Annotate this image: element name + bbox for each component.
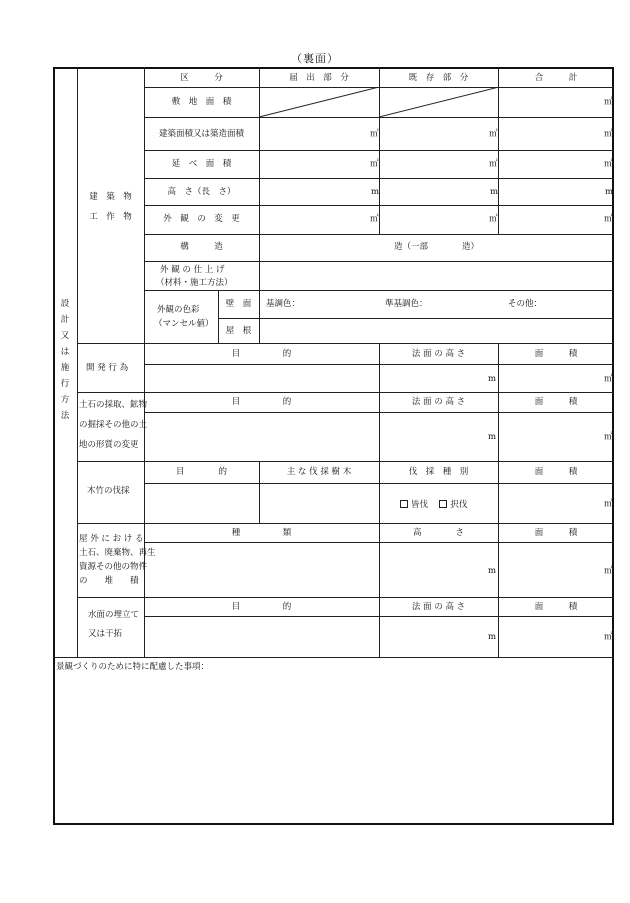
row-height: 高 さ（長 さ）: [167, 187, 236, 197]
storage-label-2: 土石、廃棄物、再生: [79, 548, 156, 558]
header-goukei: 合 計: [534, 73, 578, 83]
unit: ㎡: [370, 214, 379, 224]
row-site-area: 敷 地 面 積: [171, 97, 232, 107]
diagonal-slash: [259, 87, 499, 118]
building-label-2: 工 作 物: [89, 212, 132, 222]
header-kison: 既 存 部 分: [408, 73, 469, 83]
row-finish-1: 外 観 の 仕 上 げ: [160, 265, 225, 275]
row-building-area: 建築面積又は築造面積: [158, 129, 244, 139]
header-slope-height: 法 面 の 高 さ: [411, 397, 466, 407]
divider: [144, 483, 614, 484]
earth-label-1: 土石の採取、鉱物: [79, 400, 148, 410]
divider: [77, 343, 614, 344]
divider: [77, 523, 614, 524]
unit: ㎡: [604, 374, 613, 384]
divider: [144, 205, 614, 206]
sub-color: 準基調色：: [385, 299, 428, 309]
unit: ㎡: [604, 432, 613, 442]
header-purpose: 目 的: [231, 397, 292, 407]
header-area: 面 積: [534, 467, 578, 477]
unit: ㎡: [604, 566, 613, 576]
header-area: 面 積: [534, 528, 578, 538]
storage-label-4: の 堆 積: [79, 576, 139, 586]
header-species: 主 な 伐 採 樹 木: [286, 467, 352, 477]
divider: [144, 290, 614, 291]
unit: ㎡: [489, 159, 498, 169]
checkbox[interactable]: [439, 500, 447, 508]
header-slope-height: 法 面 の 高 さ: [411, 349, 466, 359]
unit: m: [488, 374, 497, 384]
row-finish-2: （材料・施工方法）: [156, 278, 233, 288]
header-purpose: 目 的: [175, 467, 227, 477]
checkbox[interactable]: [400, 500, 408, 508]
unit: ㎡: [604, 499, 613, 509]
divider: [77, 392, 614, 393]
header-slope-height: 法 面 の 高 さ: [411, 602, 466, 612]
divider: [144, 234, 614, 235]
unit: m: [488, 566, 497, 576]
unit: m: [605, 187, 614, 197]
earth-label-2: の掘採その他の土: [79, 420, 148, 430]
header-area: 面 積: [534, 602, 578, 612]
header-kind: 種 類: [231, 528, 292, 538]
unit: ㎡: [604, 159, 613, 169]
notes-label: 景観づくりのために特に配慮した事項：: [56, 662, 210, 672]
unit: ㎡: [604, 97, 613, 107]
divider: [53, 657, 614, 658]
divider: [144, 150, 614, 151]
header-height: 高 さ: [412, 528, 464, 538]
divider: [144, 364, 614, 365]
water-label-1: 水面の埋立て: [88, 610, 140, 620]
notes-field[interactable]: [56, 676, 611, 821]
divider: [144, 261, 614, 262]
unit: ㎡: [604, 129, 613, 139]
divider: [144, 616, 614, 617]
header-todokede: 届 出 部 分: [289, 73, 349, 83]
trees-label: 木竹の伐採: [87, 486, 130, 496]
header-area: 面 積: [534, 397, 578, 407]
divider: [144, 178, 614, 179]
row-color-2: （マンセル値）: [154, 319, 214, 329]
unit: ㎡: [489, 129, 498, 139]
base-color: 基調色：: [266, 299, 301, 309]
unit: m: [488, 432, 497, 442]
water-label-2: 又は干拓: [88, 629, 123, 639]
wall-label: 壁 面: [225, 299, 252, 309]
header-area: 面 積: [534, 349, 578, 359]
roof-label: 屋 根: [225, 326, 252, 336]
divider: [144, 542, 614, 543]
header-purpose: 目 的: [231, 602, 292, 612]
row-structure: 構 造: [180, 242, 223, 252]
other-color: その他：: [508, 299, 543, 309]
unit: m: [371, 187, 380, 197]
felling-options: 皆伐 択伐: [400, 500, 467, 510]
row-facade-change: 外 観 の 変 更: [163, 214, 240, 224]
row-floor-area: 延 べ 面 積: [171, 159, 232, 169]
development-label: 開 発 行 為: [86, 363, 129, 373]
unit: ㎡: [370, 129, 379, 139]
divider: [144, 412, 614, 413]
unit: m: [490, 187, 499, 197]
unit: ㎡: [604, 632, 613, 642]
row-color-1: 外観の色彩: [157, 305, 200, 315]
structure-value: 造（一部 造）: [393, 242, 479, 252]
unit: ㎡: [489, 214, 498, 224]
building-label-1: 建 築 物: [89, 192, 132, 202]
divider: [77, 597, 614, 598]
storage-label-1: 屋 外 に お け る: [79, 534, 144, 544]
divider: [77, 67, 78, 657]
header-purpose: 目 的: [231, 349, 292, 359]
method-label: 設 計 又 は 施 行 方 法: [60, 299, 70, 421]
divider: [77, 461, 614, 462]
page-title: （裏面）: [291, 52, 339, 65]
unit: m: [488, 632, 497, 642]
earth-label-3: 地の形質の変更: [79, 440, 139, 450]
unit: ㎡: [604, 214, 613, 224]
divider: [218, 318, 614, 319]
unit: ㎡: [370, 159, 379, 169]
header-felling-type: 伐 採 種 別: [408, 467, 469, 477]
storage-label-3: 資源その他の物件: [79, 562, 148, 572]
header-kubun: 区 分: [180, 73, 223, 83]
